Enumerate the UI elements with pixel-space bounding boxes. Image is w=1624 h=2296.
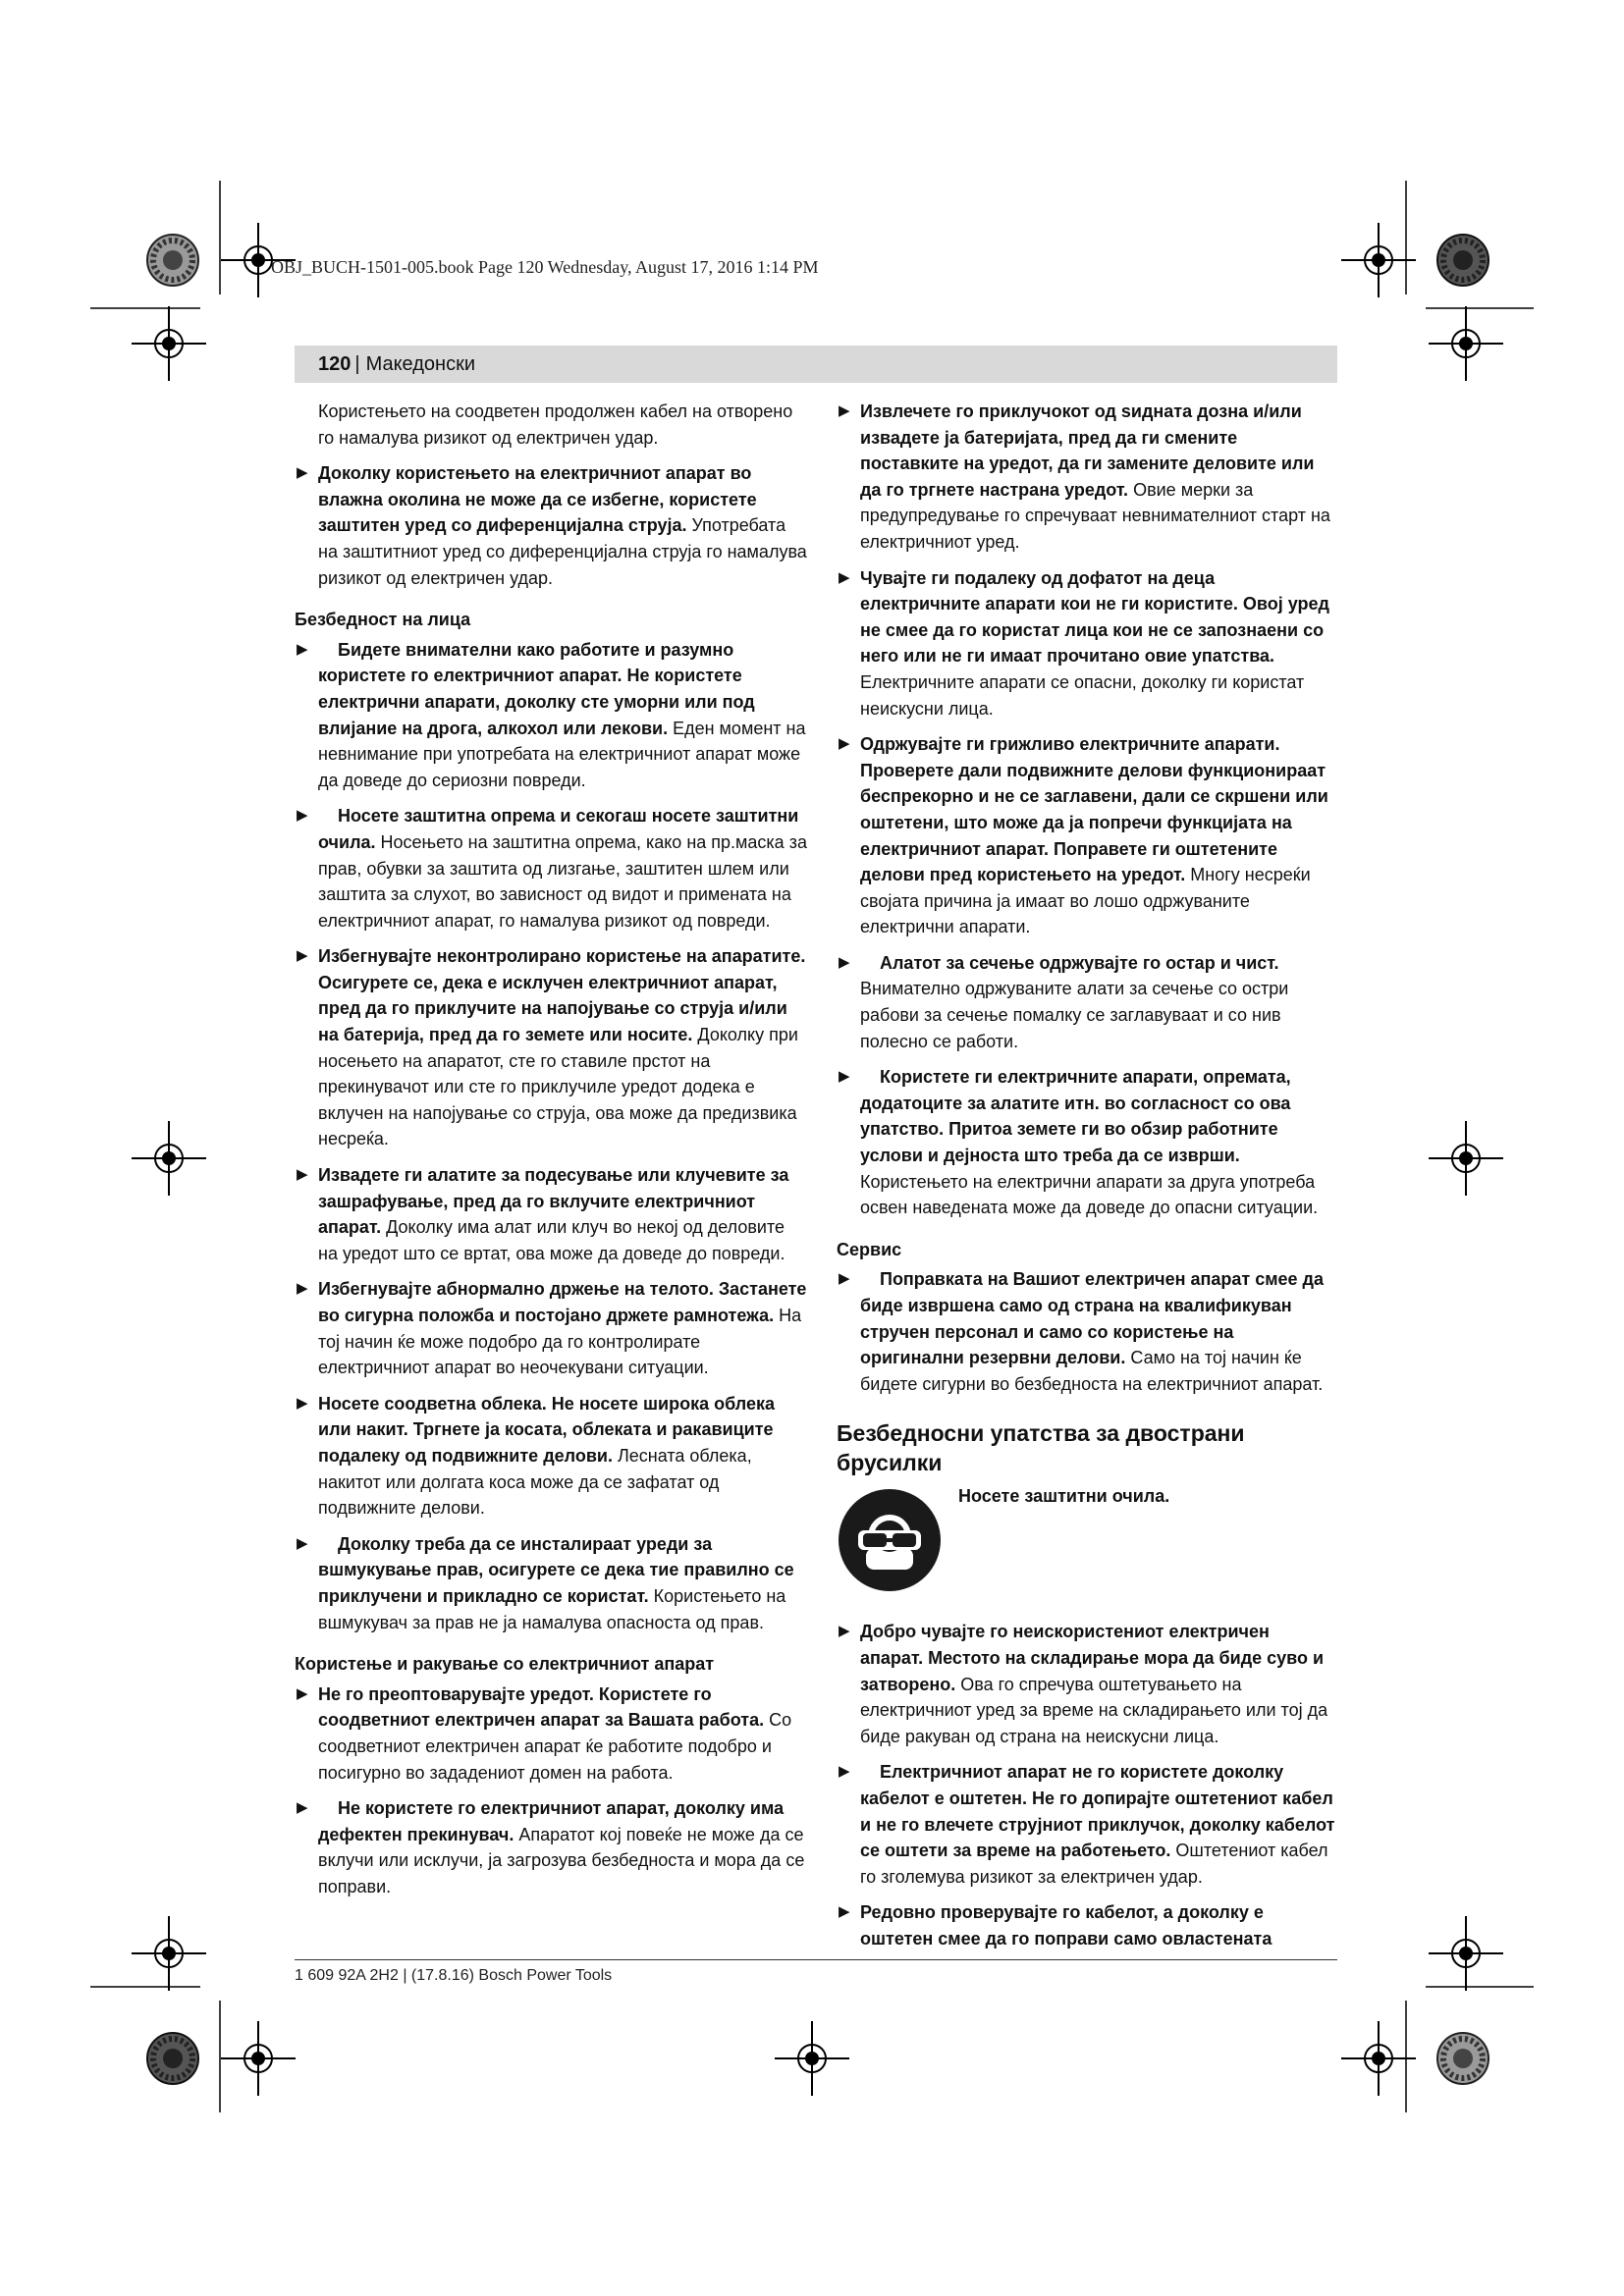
right-column <box>837 399 1337 1962</box>
safety-goggles-icon <box>837 1487 943 1593</box>
item-text: Со соодветниот електричен апарат ќе работите подобро и посигурно во зададениот домен на работа. <box>318 1710 792 1783</box>
bullet-icon: ▶ <box>297 947 308 965</box>
registration-mark-icon <box>1429 306 1503 381</box>
bullet-icon: ▶ <box>297 807 308 825</box>
bullet-icon: ▶ <box>297 640 308 658</box>
bullet-icon: ▶ <box>297 464 308 482</box>
section-heading: Сервис <box>837 1239 902 1259</box>
list-item <box>837 399 1337 556</box>
item-text: Оштетениот кабел го зголемува ризикот за електричен удар. <box>860 1841 1328 1887</box>
registration-mark-icon <box>1429 1916 1503 1991</box>
item-text: Внимателно одржуваните алати за сечење со остри рабови за сечење помалку се заглавуваат и со нив полесно се работи. <box>860 979 1289 1051</box>
section-title: Безбедносни упатства за двострани брусилки <box>837 1420 1245 1476</box>
item-bold: Избегнувајте неконтролирано користење на апаратите. Осигурете се, дека е исклучен електричниот апарат, пред да го приклучите на напојување со струја и/или на батерија, пред да го земете или носите. <box>318 946 806 1045</box>
item-text: Само на тој начин ќе бидете сигурни во безбедноста на електричниот апарат. <box>860 1348 1324 1394</box>
registration-mark-icon <box>132 1121 206 1196</box>
list-item <box>837 565 1337 722</box>
item-bold: Алатот за сечење одржувајте го остар и чист. <box>880 952 1279 973</box>
item-bold: Носете заштитна опрема и секогаш носете заштитни очила. <box>318 806 799 852</box>
item-bold: Редовно проверувајте го кабелот, а доколку е оштетен смее да го поправи само овластената <box>860 1902 1272 1949</box>
list-item <box>295 803 807 934</box>
list-item <box>837 1266 1337 1397</box>
pictogram-row <box>837 1487 1337 1593</box>
bullet-icon: ▶ <box>297 1394 308 1412</box>
list-item <box>837 1899 1337 1951</box>
bullet-icon: ▶ <box>297 1280 308 1298</box>
item-text: Доколку има алат или клуч во некој од деловите на уредот што се вртат, ова може да доведе до повреди. <box>318 1217 785 1263</box>
list-item <box>295 1531 807 1635</box>
item-bold: Добро чувајте го неискористениот електричен апарат. Местото на складирање мора да биде суво и затворено. <box>860 1622 1325 1694</box>
bullet-icon: ▶ <box>297 1684 308 1702</box>
list-item <box>837 950 1337 1054</box>
item-bold: Одржувајте ги грижливо електричните апарати. Проверете дали подвижните делови функционираат беспрекорно и не се заглавени, дали се скршени или оштетени, што може да ја попречи функцијата на електричниот апарат. Поправете ги оштетените делови пред користењето на уредот. <box>860 734 1328 885</box>
list-item <box>295 637 807 794</box>
list-item <box>295 460 807 591</box>
list-item <box>837 1064 1337 1221</box>
header-separator: | <box>354 352 360 375</box>
bullet-icon: ▶ <box>297 1534 308 1552</box>
registration-mark-icon <box>1341 2021 1416 2096</box>
item-bold: Извлечете го приклучокот од ѕидната дозна и/или извадете ја батеријата, пред да ги смените поставките на уредот, да ги замените деловите или да го тргнете настрана уредот. <box>860 401 1315 500</box>
registration-mark-icon <box>1429 1121 1503 1196</box>
item-text: Овие мерки за предупредување го спречуваат невнимателниот старт на електричниот уред. <box>860 479 1330 552</box>
color-wheel-icon <box>1437 235 1489 286</box>
registration-mark-icon <box>132 1916 206 1991</box>
item-text: Ова го спречува оштетувањето на електричниот уред за време на складирањето или тој да биде ракуван од страна на неискусни лица. <box>860 1674 1328 1746</box>
bullet-icon: ▶ <box>839 402 850 419</box>
item-bold: Доколку треба да се инсталираат уреди за вшмукување прав, осигурете се дека тие правилно се приклучени и прикладно се користат. <box>318 1533 794 1606</box>
section-heading: Користење и ракување со електричниот апарат <box>295 1654 715 1675</box>
item-bold: Користете ги електричните апарати, опремата, додатоците за алатите итн. во согласност со ова упатство. Притоа земете ги во обзир работните услови и дејноста што треба да се изврши. <box>860 1067 1291 1166</box>
item-text: Употребата на заштитниот уред со диференцијална струја го намалува ризикот од електричен удар. <box>318 515 807 588</box>
item-text: Еден момент на невнимание при употребата на електричниот апарат може да доведе до сериозни повреди. <box>318 718 806 790</box>
bullet-icon: ▶ <box>839 1068 850 1086</box>
color-wheel-icon <box>1437 2033 1489 2084</box>
bullet-icon: ▶ <box>839 568 850 586</box>
item-text: На тој начин ќе може подобро да го контролирате електричниот апарат во неочекувани ситуации. <box>318 1306 802 1378</box>
list-item <box>837 1619 1337 1749</box>
item-bold: Електричниот апарат не го користете доколку кабелот е оштетен. Не го допирајте оштетениот кабел и не го влечете струјниот приклучок, доколку кабелот се оштети за време на работењето. <box>860 1762 1335 1861</box>
list-item <box>295 943 807 1152</box>
color-wheel-icon <box>147 2033 198 2084</box>
item-text: Лесната облека, накитот или долгата коса може да се зафатат од подвижните делови. <box>318 1445 752 1519</box>
list-item <box>295 1276 807 1380</box>
page-header <box>295 346 1337 383</box>
list-item <box>295 1682 807 1786</box>
item-text: Апаратот кој повеќе не може да се вклучи или исклучи, ја загрозува безбедноста и мора да се поправи. <box>318 1824 805 1896</box>
page-footer: 1 609 92A 2H2 | (17.8.16) Bosch Power Tools <box>295 1967 613 1984</box>
bullet-icon: ▶ <box>839 735 850 753</box>
registration-mark-icon <box>1341 223 1416 297</box>
item-bold: Избегнувајте абнормално држење на телото. Застанете во сигурна положба и постојано држете рамнотежа. <box>318 1279 807 1325</box>
item-bold: Извадете ги алатите за подесување или клучевите за зашрафување, пред да го вклучите електричниот апарат. <box>318 1165 789 1238</box>
item-text: Користењето на електрични апарати за друга употреба освен наведената може да доведе до опасни ситуации. <box>860 1171 1319 1218</box>
list-item <box>295 1391 807 1522</box>
page-number: 120 <box>318 352 352 375</box>
bullet-icon: ▶ <box>839 1903 850 1921</box>
item-text: Носењето на заштитна опрема, како на пр.маска за прав, обувки за заштита од лизгање, заштитен шлем или заштита за слухот, во зависност од видот и примената на електричниот апарат, го намалува ризикот од повреди. <box>318 831 807 931</box>
bullet-icon: ▶ <box>297 1166 308 1184</box>
item-bold: Не го преоптоварувајте уредот. Користете го соодветниот електричен апарат за Вашата работа. <box>318 1683 765 1731</box>
bullet-icon: ▶ <box>839 1763 850 1781</box>
list-item <box>295 1795 807 1899</box>
bullet-icon: ▶ <box>839 1623 850 1640</box>
section-heading: Безбедност на лица <box>295 610 471 630</box>
left-column <box>295 399 807 1909</box>
item-bold: Не користете го електричниот апарат, доколку има дефектен прекинувач. <box>318 1798 785 1844</box>
color-wheel-icon <box>147 235 198 286</box>
item-bold: Бидете внимателни како работите и разумно користете го електричниот апарат. Не користете електрични апарати, доколку сте уморни или под влијание на дрога, алкохол или лекови. <box>318 639 755 738</box>
registration-mark-icon <box>132 306 206 381</box>
item-bold: Чувајте ги подалеку од дофатот на деца електричните апарати кои не ги користите. Овој уред не смее да го користат лица кои не се запознаени со него или не ги имаат прочитано овие упатства. <box>860 567 1329 667</box>
item-text: Електричните апарати се опасни, доколку ги користат неискусни лица. <box>860 671 1305 719</box>
item-bold: Доколку користењето на електричниот апарат во влажна околина не може да се избегне, користете заштитен уред со диференцијална струја. <box>318 463 757 536</box>
bullet-icon: ▶ <box>839 953 850 971</box>
goggles-label: Носете заштитни очила. <box>958 1486 1170 1507</box>
bullet-icon: ▶ <box>297 1799 308 1817</box>
item-bold: Поправката на Вашиот електричен апарат смее да биде извршена само од страна на квалификуван стручен персонал и само со користење на оригинални резервни делови. <box>860 1269 1324 1368</box>
item-bold: Носете соодветна облека. Не носете широка облека или накит. Тргнете ја косата, облеката и ракавиците подалеку од подвижните делови. <box>318 1393 775 1466</box>
list-item <box>837 731 1337 940</box>
registration-mark-icon <box>775 2021 849 2096</box>
intro-paragraph: Користењето на соодветен продолжен кабел на отворено го намалува ризикот од електричен удар. <box>318 401 793 448</box>
list-item <box>837 1759 1337 1890</box>
language-label: Македонски <box>365 352 476 375</box>
item-text: Користењето на вшмукувач за прав не ја намалува опасноста од прав. <box>318 1585 786 1632</box>
item-text: Многу несреќи својата причина ја имаат во лошо одржуваните електрични апарати. <box>860 865 1311 937</box>
list-item <box>295 1162 807 1266</box>
registration-mark-icon <box>221 2021 296 2096</box>
bullet-icon: ▶ <box>839 1270 850 1288</box>
item-text: Доколку при носењето на апаратот, сте го ставиле прстот на прекинувачот или сте го приклучиле уредот додека е вклучен на напојување со струја, ова може да предизвика несреќа. <box>318 1025 798 1149</box>
footer-divider <box>295 1959 1337 1960</box>
print-slug: OBJ_BUCH-1501-005.book Page 120 Wednesday, August 17, 2016 1:14 PM <box>271 257 819 277</box>
